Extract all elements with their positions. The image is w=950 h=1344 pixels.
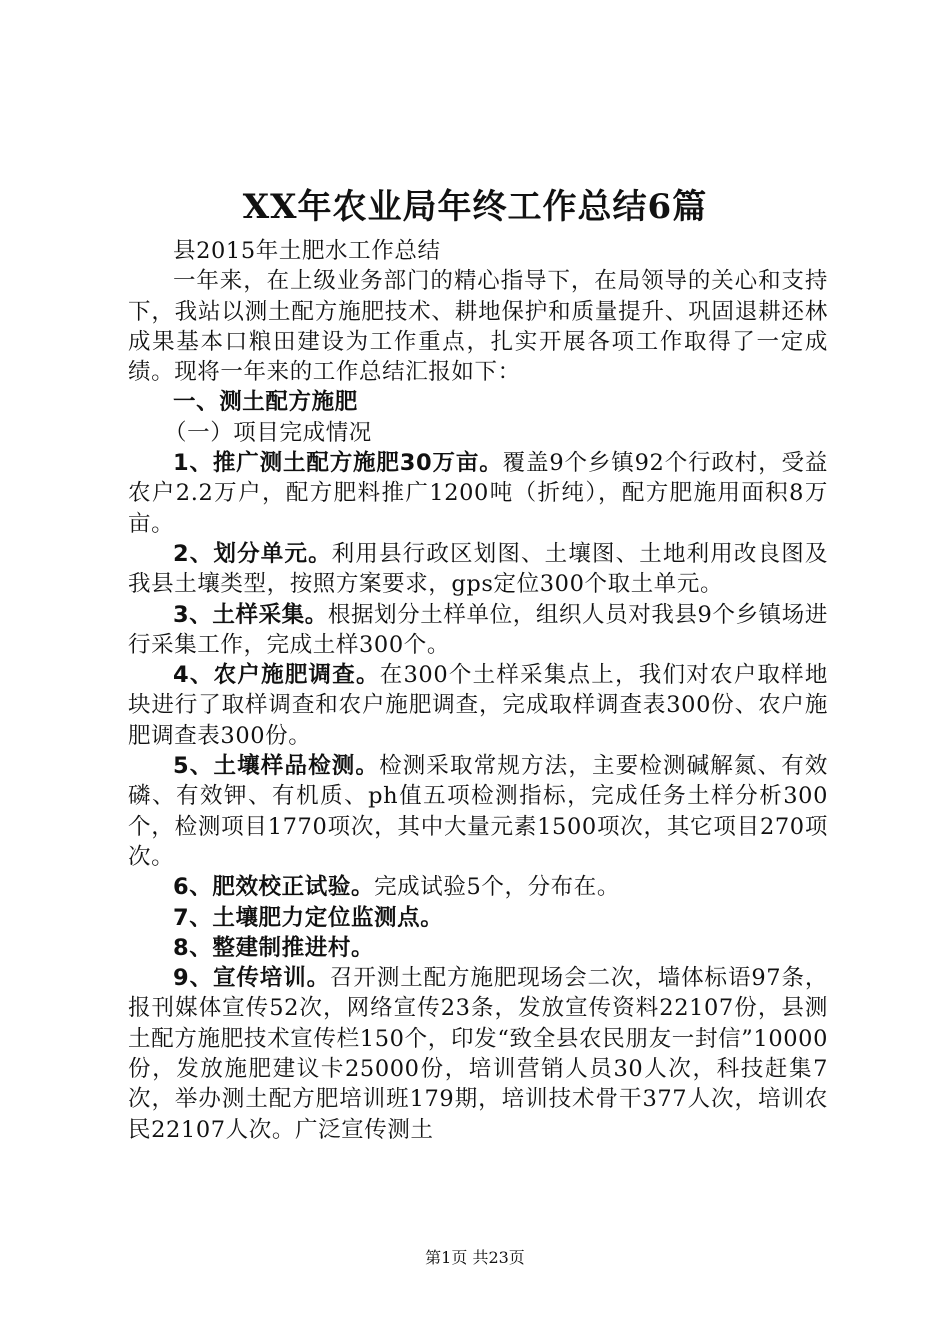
list-item	[128, 660, 828, 751]
item-lead: 1、推广测土配方施肥30万亩。	[173, 450, 503, 477]
item-text: 检测采取常规方法，主要检测碱解氮、有效磷、有效钾、有机质、ph值五项检测指标，完成任务土样分析300个，检测项目1770项次，其中大量元素1500项次，其它项目270项次。	[128, 753, 828, 870]
list-item	[128, 933, 828, 963]
item-lead: 7、土壤肥力定位监测点。	[173, 904, 444, 931]
item-lead: 3、土样采集。	[173, 601, 328, 628]
item-text: 覆盖9个乡镇92个行政村，受益农户2.2万户，配方肥料推广1200吨（折纯），配方肥施用面积8万亩。	[128, 450, 828, 537]
document-body	[128, 236, 828, 1145]
list-item	[128, 963, 828, 1145]
item-text: 根据划分土样单位，组织人员对我县9个乡镇场进行采集工作，完成土样300个。	[128, 601, 828, 658]
list-item	[128, 751, 828, 872]
item-lead: 6、肥效校正试验。	[173, 874, 375, 901]
item-lead: 9、宣传培训。	[173, 965, 331, 992]
item-text: 利用县行政区划图、土壤图、土地利用改良图及我县土壤类型，按照方案要求，gps定位300个取土单元。	[128, 540, 829, 598]
subsection-heading: （一）项目完成情况	[164, 419, 372, 446]
list-item	[128, 539, 828, 600]
list-item	[128, 903, 828, 933]
page-number: 第1页 共23页	[425, 1248, 525, 1267]
section-heading: 一、测土配方施肥	[173, 389, 358, 416]
item-text: 在300个土样采集点上，我们对农户取样地块进行了取样调查和农户施肥调查，完成取样调查表300份、农户施肥调查表300份。	[128, 662, 828, 749]
item-lead: 5、土壤样品检测。	[173, 753, 380, 780]
subtitle-paragraph: 县2015年土肥水工作总结	[173, 238, 441, 264]
list-item	[128, 448, 828, 539]
item-lead: 2、划分单元。	[173, 540, 332, 567]
item-text: 召开测土配方施肥现场会二次，墙体标语97条，报刊媒体宣传52次，网络宣传23条，发放宣传资料22107份，县测土配方施肥技术宣传栏150个，印发“致全县农民朋友一封信”10000份，发放施肥建议卡25000份，培训营销人员30人次，科技赶集7次，举办测土配方肥培训班179期，培训技术骨干377人次，培训农民22107人次。广泛宣传测土	[128, 965, 828, 1143]
document-title: XX年农业局年终工作总结6篇	[242, 187, 708, 227]
item-lead: 4、农户施肥调查。	[173, 662, 380, 689]
list-item	[128, 600, 828, 661]
list-item	[128, 872, 828, 902]
item-text: 完成试验5个，分布在。	[374, 874, 620, 901]
item-lead: 8、整建制推进村。	[173, 934, 375, 961]
intro-paragraph: 一年来，在上级业务部门的精心指导下，在局领导的关心和支持下，我站以测土配方施肥技术、耕地保护和质量提升、巩固退耕还林成果基本口粮田建设为工作重点，扎实开展各项工作取得了一定成绩。现将一年来的工作总结汇报如下：	[128, 268, 828, 386]
